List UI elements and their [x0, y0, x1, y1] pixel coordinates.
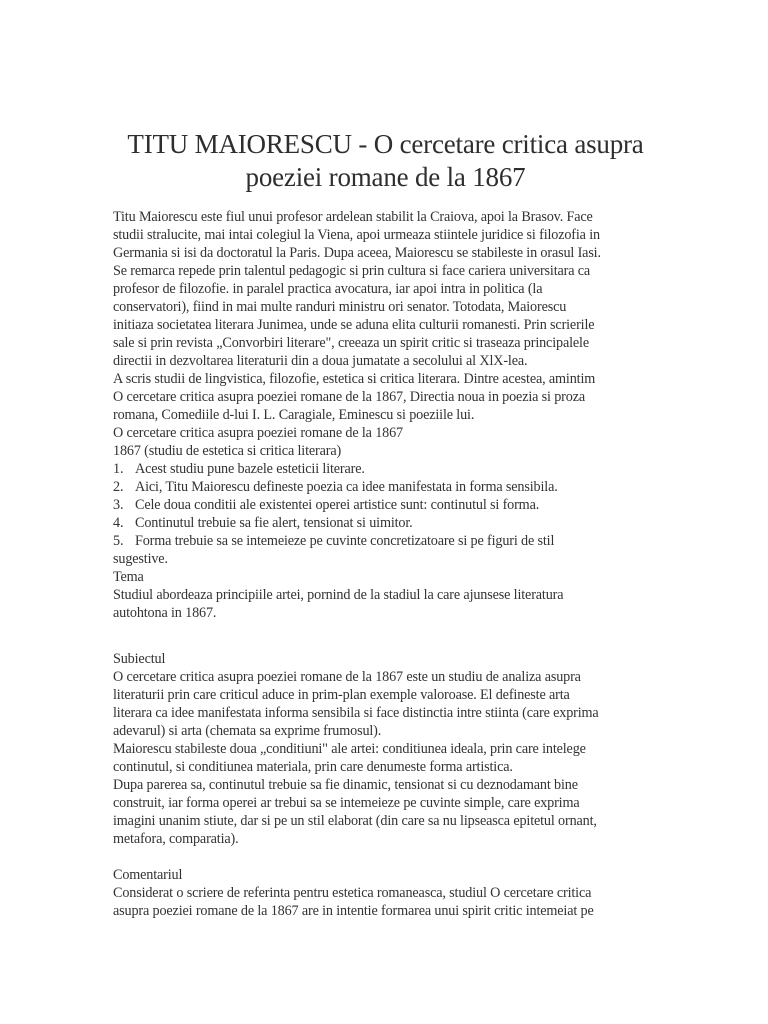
- text-line: literaturii prin care criticul aduce in prim-plan exemple valoroase. El defineste arta: [113, 687, 570, 703]
- text-line: 1867 (studiu de estetica si critica literara): [113, 443, 342, 459]
- list-item: [113, 460, 658, 478]
- text-line: autohtona in 1867.: [113, 605, 217, 621]
- list-number: 4.: [113, 515, 124, 531]
- text-line: A scris studii de lingvistica, filozofie, estetica si critica literara. Dintre acestea, amintim: [113, 371, 596, 387]
- list-text: Acest studiu pune bazele esteticii literare.: [135, 461, 365, 477]
- text-line: Maiorescu stabileste doua „conditiuni" ale artei: conditiunea ideala, prin care intelege: [113, 741, 586, 757]
- section-heading: Tema: [113, 569, 144, 585]
- text-line: initiaza societatea literara Junimea, unde se aduna elita culturii romanesti. Prin scrierile: [113, 317, 595, 333]
- list-number: 1.: [113, 461, 124, 477]
- text-line: studii stralucite, mai intai colegiul la Viena, apoi urmeaza stiintele juridice si filozofia in: [113, 227, 600, 243]
- numbered-list: [113, 460, 658, 568]
- text-line: directii in dezvoltarea literaturii din a doua jumatate a secolului al XlX-lea.: [113, 353, 528, 369]
- spacer: [113, 622, 658, 650]
- list-item: [113, 514, 658, 532]
- list-text: Continutul trebuie sa fie alert, tensionat si uimitor.: [135, 515, 413, 531]
- text-line: profesor de filozofie. in paralel practica avocatura, iar apoi intra in politica (la: [113, 281, 543, 297]
- text-line: Studiul abordeaza principiile artei, pornind de la stadiul la care ajunsese literatura: [113, 587, 564, 603]
- text-line: sale si prin revista „Convorbiri literare", creeaza un spirit critic si traseaza principalele: [113, 335, 589, 351]
- tema-section: [113, 568, 658, 622]
- text-line: asupra poeziei romane de la 1867 are in intentie formarea unui spirit critic intemeiat pe: [113, 903, 594, 919]
- text-line: O cercetare critica asupra poeziei romane de la 1867, Directia noua in poezia si proza: [113, 389, 585, 405]
- list-item: [113, 478, 658, 496]
- text-line: metafora, comparatia).: [113, 831, 239, 847]
- document-body: [113, 208, 658, 920]
- section-heading: Subiectul: [113, 651, 166, 667]
- list-text: Aici, Titu Maiorescu defineste poezia ca idee manifestata in forma sensibila.: [135, 479, 558, 495]
- text-line: O cercetare critica asupra poeziei romane de la 1867 este un studiu de analiza asupra: [113, 669, 581, 685]
- title-line-1: TITU MAIORESCU - O cercetare critica asupra: [127, 129, 644, 159]
- list-text: Forma trebuie sa se intemeieze pe cuvinte concretizatoare si pe figuri de stil: [135, 533, 555, 549]
- subiect-section: [113, 650, 658, 848]
- text-line: construit, iar forma operei ar trebui sa se intemeieze pe cuvinte simple, care exprima: [113, 795, 580, 811]
- text-line: literara ca idee manifestata informa sensibila si face distinctia intre stiinta (care exprima: [113, 705, 599, 721]
- intro-paragraph: [113, 208, 658, 460]
- document-title: [113, 128, 658, 194]
- text-line: adevarul) si arta (chemata sa exprime frumosul).: [113, 723, 382, 739]
- text-line: conservatori), fiind in mai multe randuri ministru ori senator. Totodata, Maiorescu: [113, 299, 567, 315]
- text-line: Titu Maiorescu este fiul unui profesor ardelean stabilit la Craiova, apoi la Brasov. Face: [113, 209, 593, 225]
- text-line: romana, Comediile d-lui I. L. Caragiale, Eminescu si poeziile lui.: [113, 407, 475, 423]
- title-line-2: poeziei romane de la 1867: [245, 162, 526, 192]
- list-item-continuation: sugestive.: [113, 551, 168, 567]
- list-number: 5.: [113, 533, 124, 549]
- spacer: [113, 848, 658, 866]
- list-number: 2.: [113, 479, 124, 495]
- text-line: imagini unanim stiute, dar si pe un stil elaborat (din care sa nu lipseasca epitetul ornant,: [113, 813, 597, 829]
- text-line: Dupa parerea sa, continutul trebuie sa fie dinamic, tensionat si cu deznodamant bine: [113, 777, 578, 793]
- text-line: continutul, si conditiunea materiala, prin care denumeste forma artistica.: [113, 759, 513, 775]
- text-line: Germania si isi da doctoratul la Paris. Dupa aceea, Maiorescu se stabileste in orasul Iasi.: [113, 245, 601, 261]
- comentariu-section: [113, 866, 658, 920]
- list-item: [113, 532, 658, 550]
- text-line: O cercetare critica asupra poeziei romane de la 1867: [113, 425, 403, 441]
- list-number: 3.: [113, 497, 124, 513]
- text-line: Considerat o scriere de referinta pentru estetica romaneasca, studiul O cercetare critica: [113, 885, 592, 901]
- list-item: [113, 496, 658, 514]
- text-line: Se remarca repede prin talentul pedagogic si prin cultura si face cariera universitara ca: [113, 263, 591, 279]
- section-heading: Comentariul: [113, 867, 183, 883]
- list-text: Cele doua conditii ale existentei operei artistice sunt: continutul si forma.: [135, 497, 540, 513]
